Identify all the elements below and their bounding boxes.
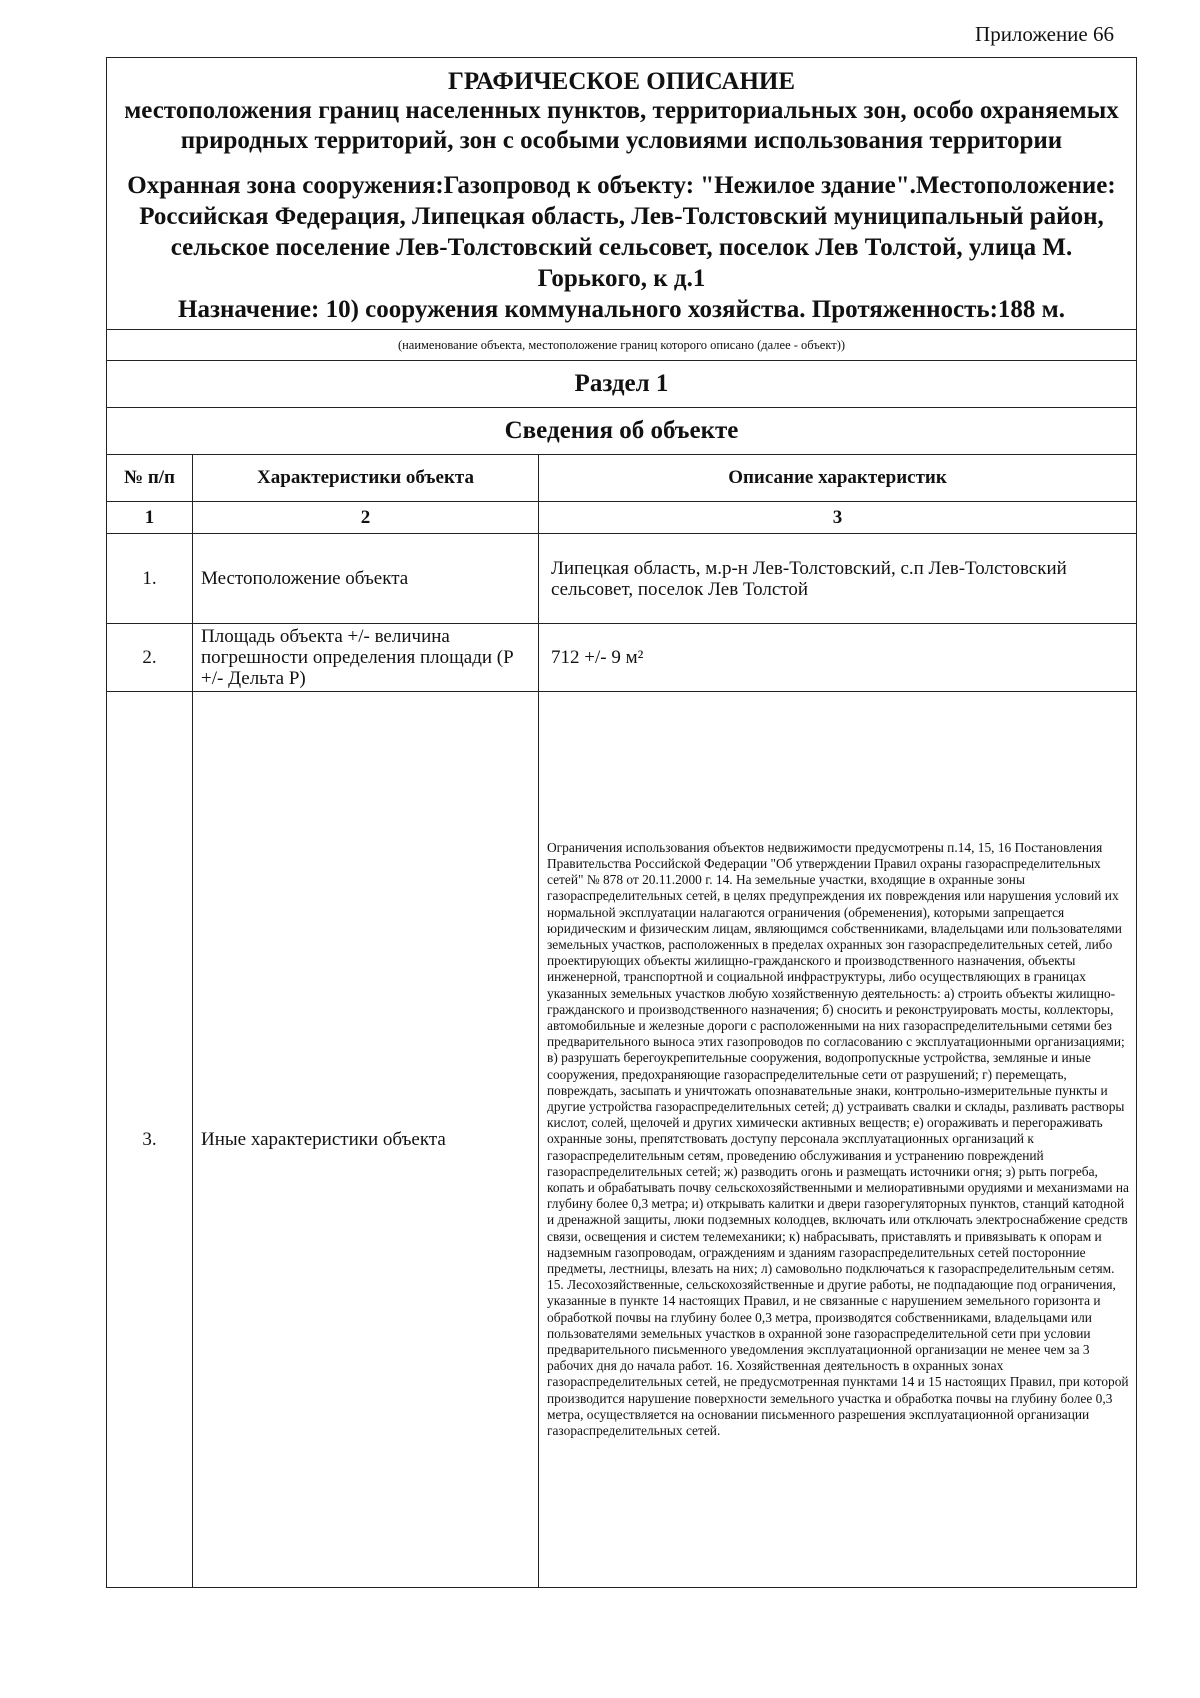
section-subtitle-row bbox=[107, 408, 1137, 455]
header-row bbox=[107, 58, 1137, 330]
appendix-label: Приложение 66 bbox=[975, 22, 1114, 46]
column-number: 3 bbox=[539, 502, 1137, 534]
row-number: 3. bbox=[107, 692, 193, 1588]
row-description: Липецкая область, м.р-н Лев-Толстовский, с.п Лев-Толстовский сельсовет, поселок Лев Толстой bbox=[539, 534, 1137, 624]
column-header: Описание характеристик bbox=[539, 455, 1137, 502]
object-description: Охранная зона сооружения:Газопровод к объекту: "Нежилое здание".Местоположение: Российская Федерация, Липецкая область, Лев-Толстовский муниципальный район, сельское поселение Лев-Толстовский сельсовет, поселок Лев Толстой, улица М. Горького, к д.1 bbox=[127, 172, 1116, 292]
column-number: 2 bbox=[193, 502, 539, 534]
section-subtitle: Сведения об объекте bbox=[107, 408, 1137, 455]
column-number: 1 bbox=[107, 502, 193, 534]
row-characteristic: Площадь объекта +/- величина погрешности определения площади (Р +/- Дельта Р) bbox=[193, 624, 539, 692]
table-row bbox=[107, 624, 1137, 692]
row-description: 712 +/- 9 м² bbox=[539, 624, 1137, 692]
row-characteristic: Иные характеристики объекта bbox=[193, 692, 539, 1588]
column-header: Характеристики объекта bbox=[193, 455, 539, 502]
document-frame bbox=[106, 57, 1136, 1588]
section-title: Раздел 1 bbox=[107, 361, 1137, 408]
document-subtitle: местоположения границ населенных пунктов, территориальных зон, особо охраняемых природных территорий, зон с особыми условиями использования территории bbox=[124, 97, 1119, 154]
description-table bbox=[106, 57, 1137, 1588]
column-number-row bbox=[107, 502, 1137, 534]
table-row bbox=[107, 534, 1137, 624]
note-row bbox=[107, 330, 1137, 361]
object-purpose: Назначение: 10) сооружения коммунального хозяйства. Протяженность:188 м. bbox=[178, 296, 1065, 323]
column-header-row bbox=[107, 455, 1137, 502]
document-title: ГРАФИЧЕСКОЕ ОПИСАНИЕ bbox=[447, 68, 796, 95]
column-header: № п/п bbox=[107, 455, 193, 502]
section-title-row bbox=[107, 361, 1137, 408]
row-number: 2. bbox=[107, 624, 193, 692]
row-number: 1. bbox=[107, 534, 193, 624]
header-cell bbox=[107, 58, 1137, 330]
table-row bbox=[107, 692, 1137, 1588]
header-note: (наименование объекта, местоположение границ которого описано (далее - объект)) bbox=[107, 330, 1137, 361]
row-description: Ограничения использования объектов недвижимости предусмотрены п.14, 15, 16 Постановления Правительства Российской Федерации "Об утверждении Правил охраны газораспределительных сетей" № 878 от 20.11.2000 г. 14. На земельные участки, входящие в охранные зоны газораспределительных сетей, в целях предупреждения их повреждения или нарушения условий их нормальной эксплуатации налагаются ограничения (обременения), которыми запрещается юридическим и физическим лицам, являющимся собственниками, владельцами или пользователями земельных участков, расположенных в пределах охранных зон газораспределительных сетей, либо проектирующих объекты жилищно-гражданского и производственного назначения, объекты инженерной, транспортной и социальной инфраструктуры, либо осуществляющих в границах указанных земельных участков любую хозяйственную деятельность: а) строить объекты жилищно-гражданского и производственного назначения; б) сносить и реконструировать мосты, коллекторы, автомобильные и железные дороги с расположенными на них газораспределительными сетями без предварительного выноса этих газопроводов по согласованию с эксплуатационными организациями; в) разрушать берегоукрепительные сооружения, водопропускные устройства, земляные и иные сооружения, предохраняющие газораспределительные сети от разрушений; г) перемещать, повреждать, засыпать и уничтожать опознавательные знаки, контрольно-измерительные пункты и другие устройства газораспределительных сетей; д) устраивать свалки и склады, разливать растворы кислот, солей, щелочей и других химически активных веществ; е) огораживать и перегораживать охранные зоны, препятствовать доступу персонала эксплуатационных организаций к газораспределительным сетям, проведению обслуживания и устранению повреждений газораспределительных сетей; ж) разводить огонь и размещать источники огня; з) рыть погреба, копать и обрабатывать почву сельскохозяйственными и мелиоративными орудиями и механизмами на глубину более 0,3 метра; и) открывать калитки и двери газорегуляторных пунктов, станций катодной и дренажной защиты, люки подземных колодцев, включать или отключать электроснабжение средств связи, освещения и систем телемеханики; к) набрасывать, приставлять и привязывать к опорам и надземным газопроводам, ограждениям и зданиям газораспределительных сетей посторонние предметы, лестницы, влезать на них; л) самовольно подключаться к газораспределительным сетям. 15. Лесохозяйственные, сельскохозяйственные и другие работы, не подпадающие под ограничения, указанные в пункте 14 настоящих Правил, и не связанные с нарушением земельного горизонта и обработкой почвы на глубину более 0,3 метра, производятся собственниками, владельцами или пользователями земельных участков в охранной зоне газораспределительной сети при условии предварительного письменного уведомления эксплуатационной организации не менее чем за 3 рабочих дня до начала работ. 16. Хозяйственная деятельность в охранных зонах газораспределительных сетей, не предусмотренная пунктами 14 и 15 настоящих Правил, при которой производится нарушение поверхности земельного участка и обработка почвы на глубину более 0,3 метра, осуществляется на основании письменного разрешения эксплуатационной организации газораспределительных сетей. bbox=[539, 692, 1137, 1588]
row-characteristic: Местоположение объекта bbox=[193, 534, 539, 624]
